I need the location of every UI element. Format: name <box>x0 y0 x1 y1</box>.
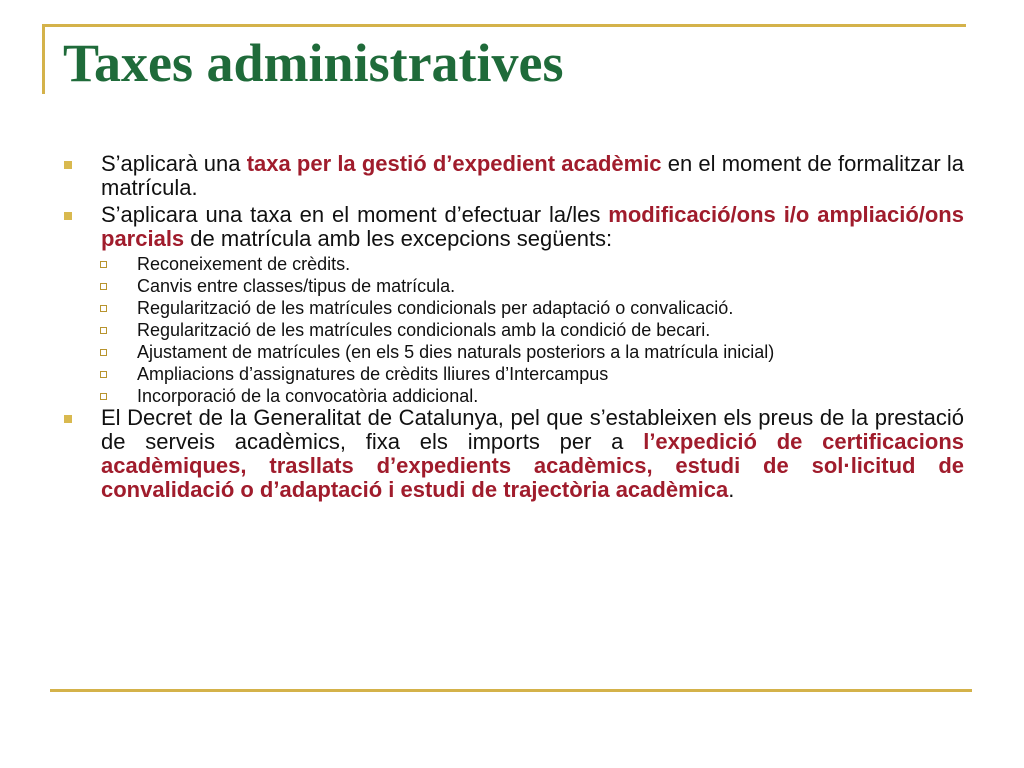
plain-text: . <box>728 477 735 502</box>
plain-text: en el moment de formalitzar la matrícula. <box>101 151 964 200</box>
frame-left-rule <box>42 24 45 94</box>
subbullet-item <box>60 254 964 274</box>
hollow-square-bullet-icon <box>100 305 107 312</box>
bullet-item <box>60 152 964 200</box>
square-bullet-icon <box>64 161 72 169</box>
emphasis-text: modificació/ons i/o ampliació/ons parcials <box>101 202 964 251</box>
hollow-square-bullet-icon <box>100 283 107 290</box>
subbullet-text: Incorporació de la convocatòria addicional. <box>137 386 479 406</box>
plain-text: S’aplicara una taxa en el moment d’efectuar la/les <box>101 202 609 227</box>
subbullet-text: Reconeixement de crèdits. <box>137 254 351 274</box>
bullet-text <box>101 152 964 200</box>
square-bullet-icon <box>64 415 72 423</box>
emphasis-text: taxa per la gestió d’expedient acadèmic <box>246 151 662 176</box>
bullet-item <box>60 203 964 251</box>
slide-title: Taxes administratives <box>63 33 564 93</box>
subbullet-item <box>60 320 964 340</box>
hollow-square-bullet-icon <box>100 393 107 400</box>
square-bullet-icon <box>64 212 72 220</box>
subbullet-text: Regularització de les matrícules condicionals per adaptació o convalicació. <box>137 298 734 318</box>
plain-text: El Decret de la Generalitat de Catalunya, pel que s’estableixen els preus de la prestació de serveis acadèmics, fixa els imports per a <box>101 405 964 454</box>
slide-body <box>60 152 964 505</box>
subbullet-text: Ajustament de matrícules (en els 5 dies naturals posteriors a la matrícula inicial) <box>137 342 775 362</box>
hollow-square-bullet-icon <box>100 327 107 334</box>
subbullet-text: Regularització de les matrícules condicionals amb la condició de becari. <box>137 320 711 340</box>
subbullet-item <box>60 364 964 384</box>
plain-text: de matrícula amb les excepcions següents: <box>184 226 613 251</box>
hollow-square-bullet-icon <box>100 371 107 378</box>
hollow-square-bullet-icon <box>100 349 107 356</box>
bullet-text <box>101 203 964 251</box>
subbullet-item <box>60 298 964 318</box>
bullet-text <box>101 406 964 502</box>
subbullet-item <box>60 276 964 296</box>
subbullet-text: Canvis entre classes/tipus de matrícula. <box>137 276 456 296</box>
plain-text: S’aplicarà una <box>101 151 247 176</box>
bullet-item <box>60 406 964 502</box>
frame-bottom-rule <box>50 689 972 692</box>
emphasis-text: l’expedició de certificacions acadèmiques, trasllats d’expedients acadèmics, estudi de sol·licitud de convalidació o d’adaptació i estudi de trajectòria acadèmica <box>101 429 964 502</box>
subbullet-item <box>60 386 964 406</box>
frame-top-rule <box>42 24 966 27</box>
hollow-square-bullet-icon <box>100 261 107 268</box>
subbullet-item <box>60 342 964 362</box>
subbullet-text: Ampliacions d’assignatures de crèdits lliures d’Intercampus <box>137 364 609 384</box>
